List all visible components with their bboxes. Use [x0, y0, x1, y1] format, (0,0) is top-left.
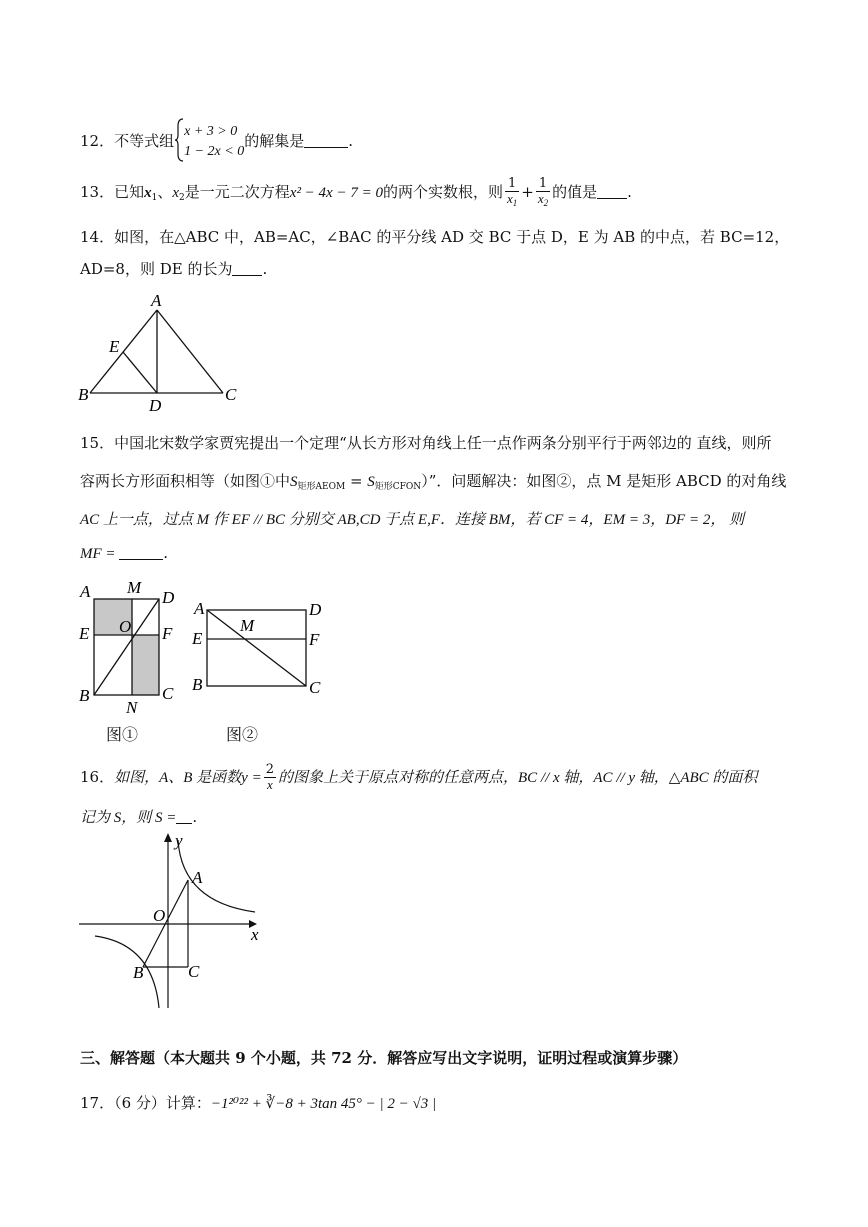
q15-fig1-label-b: B: [79, 686, 90, 705]
q13-sep: 、: [157, 183, 173, 202]
q15-fig1-label-m: M: [127, 578, 142, 597]
q13-suffix: 的值是: [552, 183, 598, 202]
q15-fig2-label-a: A: [194, 599, 205, 618]
q16-func-lhs: y =: [241, 769, 262, 786]
q15-fig2-caption: 图②: [226, 725, 259, 744]
q14-answer-blank: [232, 261, 262, 276]
question-14-line1: [80, 226, 789, 247]
q14-label-a: A: [151, 291, 162, 310]
q15-fig1-label-c: C: [162, 684, 174, 703]
q16-label-c: C: [188, 962, 200, 981]
q15-line1: 中国北宋数学家贾宪提出一个定理“从长方形对角线上任一点作两条分别平行于两邻边的 直线，则所: [114, 434, 772, 452]
q14-label-b: B: [78, 385, 89, 404]
q15-fig2-label-m: M: [240, 616, 255, 635]
q16-answer-blank: [176, 809, 192, 824]
q15-fig1-label-o: O: [119, 617, 132, 636]
q15-fig1-label-e: E: [79, 624, 90, 643]
question-12: [80, 118, 353, 166]
q12-end: .: [348, 132, 354, 150]
question-15-line2: [80, 470, 786, 492]
q14-number: 14．: [80, 228, 115, 246]
q12-system: [184, 122, 244, 162]
q15-fig1-label-a: A: [80, 582, 91, 601]
q13-x1: x: [144, 185, 152, 202]
q12-prefix: 不等式组: [114, 132, 175, 150]
q17-expr: −1²⁰²² + ∛−8 + 3tan 45° − | 2 − √3 |: [210, 1096, 437, 1112]
q15-s2-sub: 矩形CFON: [374, 482, 422, 492]
q13-mid: 是一元二次方程: [184, 183, 290, 202]
section-3-title: 三、解答题（本大题共 9 个小题，共 72 分．解答应写出文字说明，证明过程或演算步骤）: [80, 1049, 688, 1067]
q14-label-e: E: [109, 337, 120, 356]
question-15-line1: [80, 432, 772, 453]
q15-fig2-label-d: D: [309, 600, 322, 619]
q15-s2: S: [367, 474, 375, 490]
q13-x2: x: [172, 185, 180, 202]
q16-func-frac: $\frac{2}{x}$: [265, 762, 274, 793]
q13-prefix: 已知: [114, 183, 145, 202]
q15-number: 15．: [80, 434, 115, 452]
q16-number: 16．: [80, 767, 115, 786]
question-16-line1: [80, 763, 757, 793]
q15-line4: MF =: [80, 546, 120, 562]
q17-prefix: （6 分）计算：: [114, 1094, 211, 1112]
q15-fig1-label-n: N: [126, 698, 138, 717]
q16-line1b: 的图象上关于原点对称的任意两点，BC // x 轴，AC // y 轴，△ABC 的面积: [277, 769, 758, 786]
q13-plus: +: [521, 183, 534, 202]
q15-line2b: ）”．问题解决：如图②，点 M 是矩形 ABCD 的对角线: [421, 472, 787, 490]
q13-end: .: [627, 183, 632, 202]
q15-eq: =: [345, 472, 368, 490]
q12-answer-blank: [304, 133, 348, 148]
q16-label-o: O: [153, 906, 166, 925]
q16-label-b: B: [133, 963, 144, 982]
q15-s1: S: [290, 474, 298, 490]
q14-label-d: D: [149, 396, 162, 415]
q13-number: 13．: [80, 183, 115, 202]
question-14-line2: [80, 258, 267, 279]
q13-answer-blank: [597, 184, 627, 199]
q14-triangle-figure: [75, 290, 245, 415]
q16-end: .: [192, 808, 198, 826]
q12-suffix: 的解集是: [244, 132, 305, 150]
q14-label-c: C: [225, 385, 237, 404]
question-13: 13．已知$x_1$、$x_2$是一元二次方程x² − 4x − 7 = 0的两个实数根，则 $\frac{1}{x_1}$ + $\frac{1}{x_2}$ 的值是 .: [80, 176, 632, 209]
q13-frac1: $\frac{1}{x_1}$: [506, 176, 518, 209]
q16-label-x: x: [251, 925, 259, 944]
question-15-line4: [80, 544, 168, 563]
q14-line1: 如图，在△ABC 中，AB=AC，∠BAC 的平分线 AD 交 BC 于点 D，E 为 AB 的中点，若 BC=12，: [114, 228, 790, 246]
q15-line3: AC 上一点，过点 M 作 EF // BC 分别交 AB,CD 于点 E,F．连接 BM，若 CF = 4，EM = 3，DF = 2， 则: [80, 512, 745, 528]
q17-number: 17．: [80, 1094, 115, 1112]
q16-line1a: 如图，A、B 是函数: [114, 769, 242, 786]
question-15-line3: [80, 508, 744, 529]
q12-number: 12．: [80, 132, 115, 150]
q15-line2a: 容两长方形面积相等（如图①中: [80, 472, 291, 490]
q12-ineq2: 1 − 2x < 0: [184, 144, 245, 159]
q14-end: .: [262, 260, 268, 278]
q14-line2: AD=8，则 DE 的长为: [80, 260, 233, 278]
q15-fig2-label-c: C: [309, 678, 321, 697]
q15-fig2-label-f: F: [309, 630, 320, 649]
q15-end: .: [163, 544, 169, 562]
q12-ineq1: x + 3 > 0: [184, 124, 238, 139]
q13-equation: x² − 4x − 7 = 0: [289, 185, 383, 202]
q15-figure-2: [191, 599, 322, 697]
q16-hyperbola-figure: [75, 830, 275, 1015]
q15-fig1-label-d: D: [162, 588, 175, 607]
q13-mid2: 的两个实数根，则: [382, 183, 503, 202]
q15-fig2-label-e: E: [192, 629, 203, 648]
question-16-line2: [80, 806, 197, 827]
q15-fig2-label-b: B: [192, 675, 203, 694]
question-17: [80, 1092, 436, 1113]
q15-answer-blank: [119, 545, 163, 560]
q16-line2: 记为 S，则 S =: [80, 810, 177, 826]
q15-fig1-caption: 图①: [106, 725, 139, 744]
q15-s1-sub: 矩形AEOM: [297, 482, 346, 492]
q15-figure-1: [78, 578, 175, 717]
q16-label-a: A: [192, 868, 203, 887]
q15-fig1-label-f: F: [162, 624, 173, 643]
q16-label-y: y: [175, 831, 183, 850]
q13-frac2: $\frac{1}{x_2}$: [537, 176, 549, 209]
q12-brace: [174, 118, 184, 166]
